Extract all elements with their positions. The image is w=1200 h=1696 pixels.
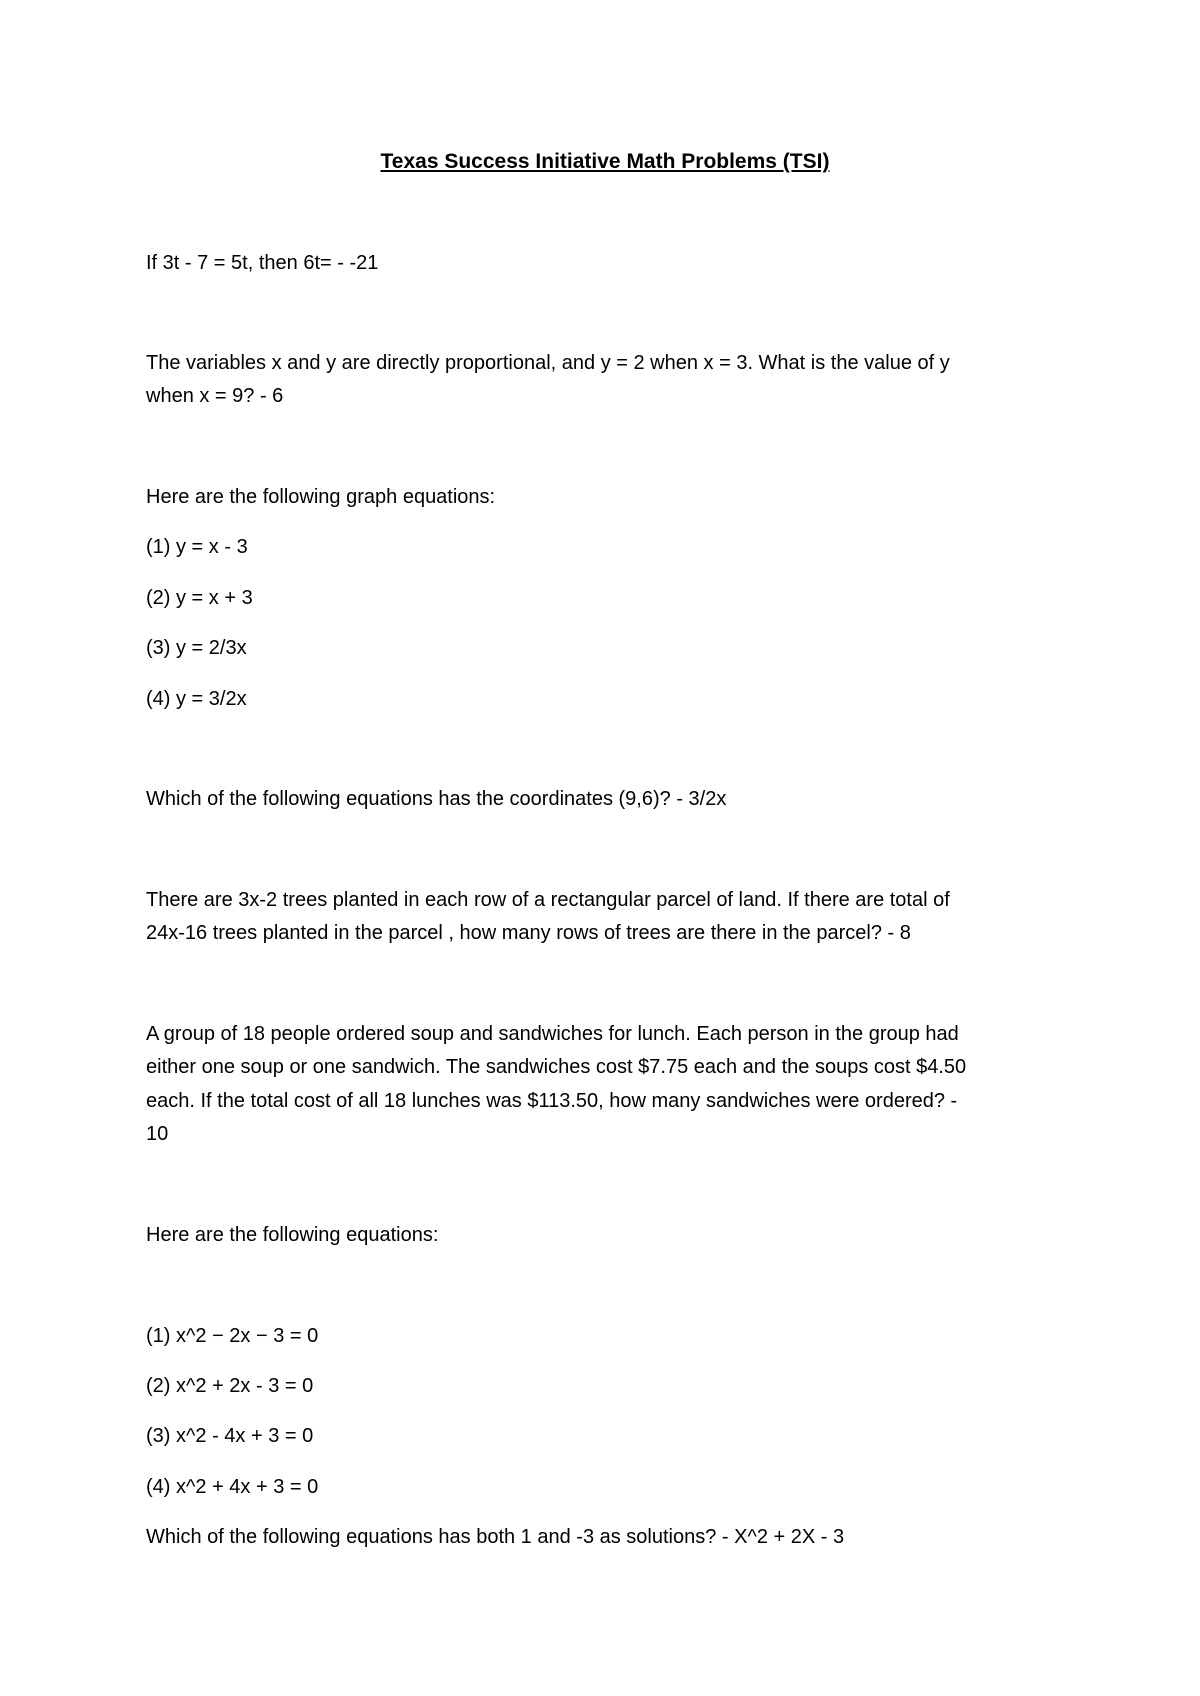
equation-3: (3) x^2 - 4x + 3 = 0 <box>146 1425 314 1447</box>
question-1: If 3t - 7 = 5t, then 6t= - -21 <box>146 252 379 274</box>
graph-equation-2: (2) y = x + 3 <box>146 587 253 609</box>
question-2-line-2: when x = 9? - 6 <box>146 385 284 407</box>
question-5-line-2: either one soup or one sandwich. The sandwiches cost $7.75 each and the soups cost $4.50 <box>146 1056 967 1078</box>
question-6: Which of the following equations has both 1 and -3 as solutions? - X^2 + 2X - 3 <box>146 1526 845 1548</box>
graph-equation-4: (4) y = 3/2x <box>146 688 247 710</box>
question-3: Which of the following equations has the coordinates (9,6)? - 3/2x <box>146 788 727 810</box>
graph-equations-intro: Here are the following graph equations: <box>146 486 496 508</box>
page-title: Texas Success Initiative Math Problems (TSI) <box>380 150 830 173</box>
question-4-line-2: 24x-16 trees planted in the parcel , how many rows of trees are there in the parcel? - 8 <box>146 922 911 944</box>
question-5-line-1: A group of 18 people ordered soup and sandwiches for lunch. Each person in the group had <box>146 1023 959 1045</box>
graph-equation-3: (3) y = 2/3x <box>146 637 247 659</box>
question-4-line-1: There are 3x-2 trees planted in each row of a rectangular parcel of land. If there are total of <box>146 889 950 911</box>
equation-2: (2) x^2 + 2x - 3 = 0 <box>146 1375 314 1397</box>
graph-equation-1: (1) y = x - 3 <box>146 536 248 558</box>
question-5-line-4: 10 <box>146 1123 169 1145</box>
question-5-line-3: each. If the total cost of all 18 lunches was $113.50, how many sandwiches were ordered? - <box>146 1090 958 1112</box>
equation-1: (1) x^2 − 2x − 3 = 0 <box>146 1325 319 1347</box>
equations-intro: Here are the following equations: <box>146 1224 439 1246</box>
question-2-line-1: The variables x and y are directly proportional, and y = 2 when x = 3. What is the value of y <box>146 352 950 374</box>
equation-4: (4) x^2 + 4x + 3 = 0 <box>146 1476 319 1498</box>
